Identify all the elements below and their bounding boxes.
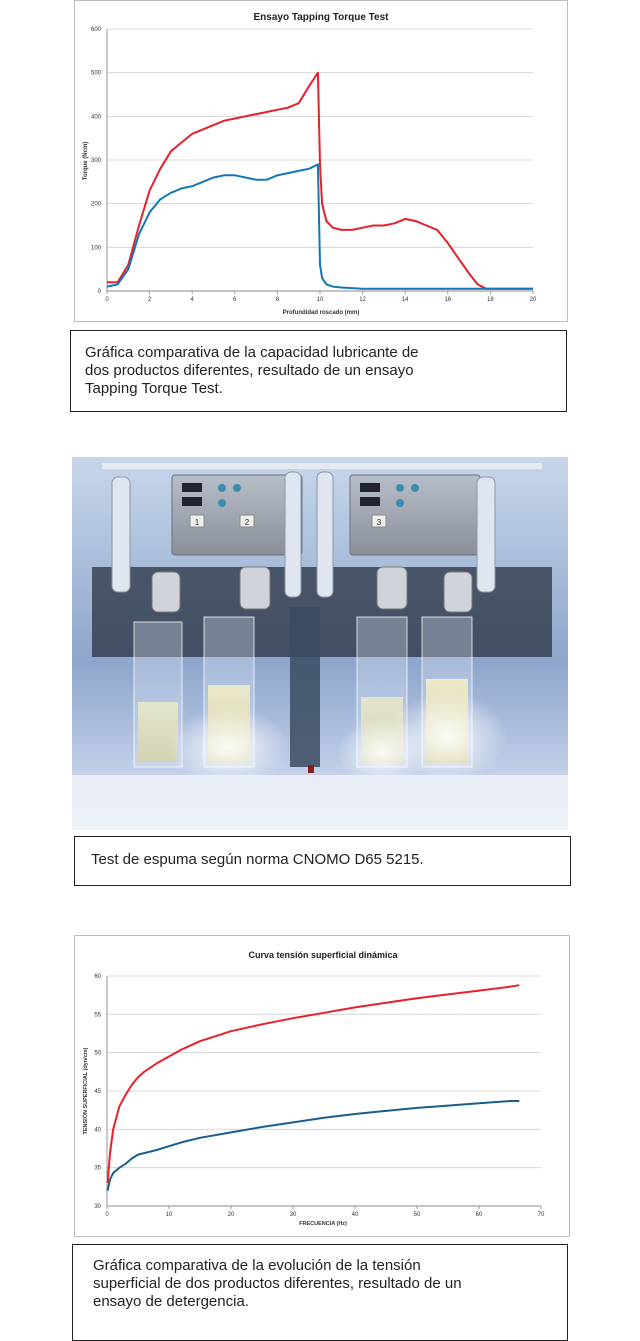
x-tick-label: 40 <box>351 1212 359 1218</box>
x-tick-label: 10 <box>316 297 324 303</box>
y-tick-label: 400 <box>90 114 101 121</box>
caption-line: superficial de dos productos diferentes, resultado de un <box>93 1275 462 1292</box>
y-tick-label: 60 <box>94 974 101 980</box>
y-tick-label: 35 <box>94 1165 101 1172</box>
x-tick-label: 14 <box>401 297 409 303</box>
caption-line: ensayo de detergencia. <box>93 1293 249 1310</box>
tapping-torque-chart <box>74 0 568 322</box>
foam-test-photo <box>72 457 568 830</box>
y-tick-label: 100 <box>90 245 101 252</box>
surface-tension-chart-svg <box>75 936 569 1236</box>
caption-line: Tapping Torque Test. <box>85 380 223 397</box>
tapping-torque-chart-svg <box>75 1 567 321</box>
y-tick-label: 0 <box>97 289 101 295</box>
y-axis-label: Torque (Ncm) <box>83 141 89 181</box>
y-tick-label: 50 <box>94 1050 101 1057</box>
x-tick-label: 12 <box>359 297 366 303</box>
x-tick-label: 20 <box>227 1212 235 1218</box>
caption-line: Gráfica comparativa de la evolución de la tensión <box>93 1257 421 1274</box>
x-tick-label: 10 <box>165 1212 173 1218</box>
x-tick-label: 18 <box>487 297 494 303</box>
x-tick-label: 50 <box>413 1212 421 1218</box>
chart-title: Ensayo Tapping Torque Test <box>253 12 389 23</box>
x-tick-label: 8 <box>275 297 280 303</box>
caption-foam <box>74 836 571 886</box>
surface-tension-chart <box>74 935 570 1237</box>
x-tick-label: 2 <box>147 297 152 303</box>
x-tick-label: 16 <box>444 297 452 303</box>
station-label-3: 3 <box>376 518 382 527</box>
foam-test-apparatus-image <box>72 457 568 830</box>
caption-line: Test de espuma según norma CNOMO D65 5215. <box>91 851 424 868</box>
x-tick-label: 70 <box>537 1212 545 1218</box>
series-line-2 <box>108 1101 520 1191</box>
x-tick-label: 0 <box>105 297 109 303</box>
y-tick-label: 200 <box>90 201 101 208</box>
x-axis-label: FRECUENCIA (Hz) <box>299 1221 347 1227</box>
x-tick-label: 60 <box>475 1212 483 1218</box>
chart-title: Curva tensión superficial dinámica <box>248 950 398 960</box>
station-label-1: 1 <box>194 518 200 527</box>
x-tick-label: 30 <box>289 1212 297 1218</box>
x-tick-label: 20 <box>529 297 537 303</box>
y-axis-label: TENSIÓN SUPERFICIAL (dyn/cm) <box>83 1047 89 1135</box>
y-tick-label: 300 <box>90 158 101 164</box>
y-tick-label: 30 <box>94 1204 101 1210</box>
y-tick-label: 40 <box>94 1127 101 1134</box>
caption-tapping <box>70 330 567 412</box>
y-tick-label: 55 <box>94 1012 101 1019</box>
y-tick-label: 45 <box>94 1089 101 1095</box>
caption-tension <box>72 1244 568 1341</box>
y-tick-label: 500 <box>90 70 101 77</box>
x-axis-label: Profundidad roscado (mm) <box>282 310 360 316</box>
x-tick-label: 6 <box>233 297 237 303</box>
x-tick-label: 4 <box>190 297 194 303</box>
y-tick-label: 600 <box>90 27 101 33</box>
series-line-1 <box>108 985 520 1183</box>
x-tick-label: 0 <box>105 1212 109 1218</box>
caption-line: dos productos diferentes, resultado de un ensayo <box>85 362 414 379</box>
station-label-2: 2 <box>244 518 250 527</box>
caption-line: Gráfica comparativa de la capacidad lubricante de <box>85 344 419 361</box>
